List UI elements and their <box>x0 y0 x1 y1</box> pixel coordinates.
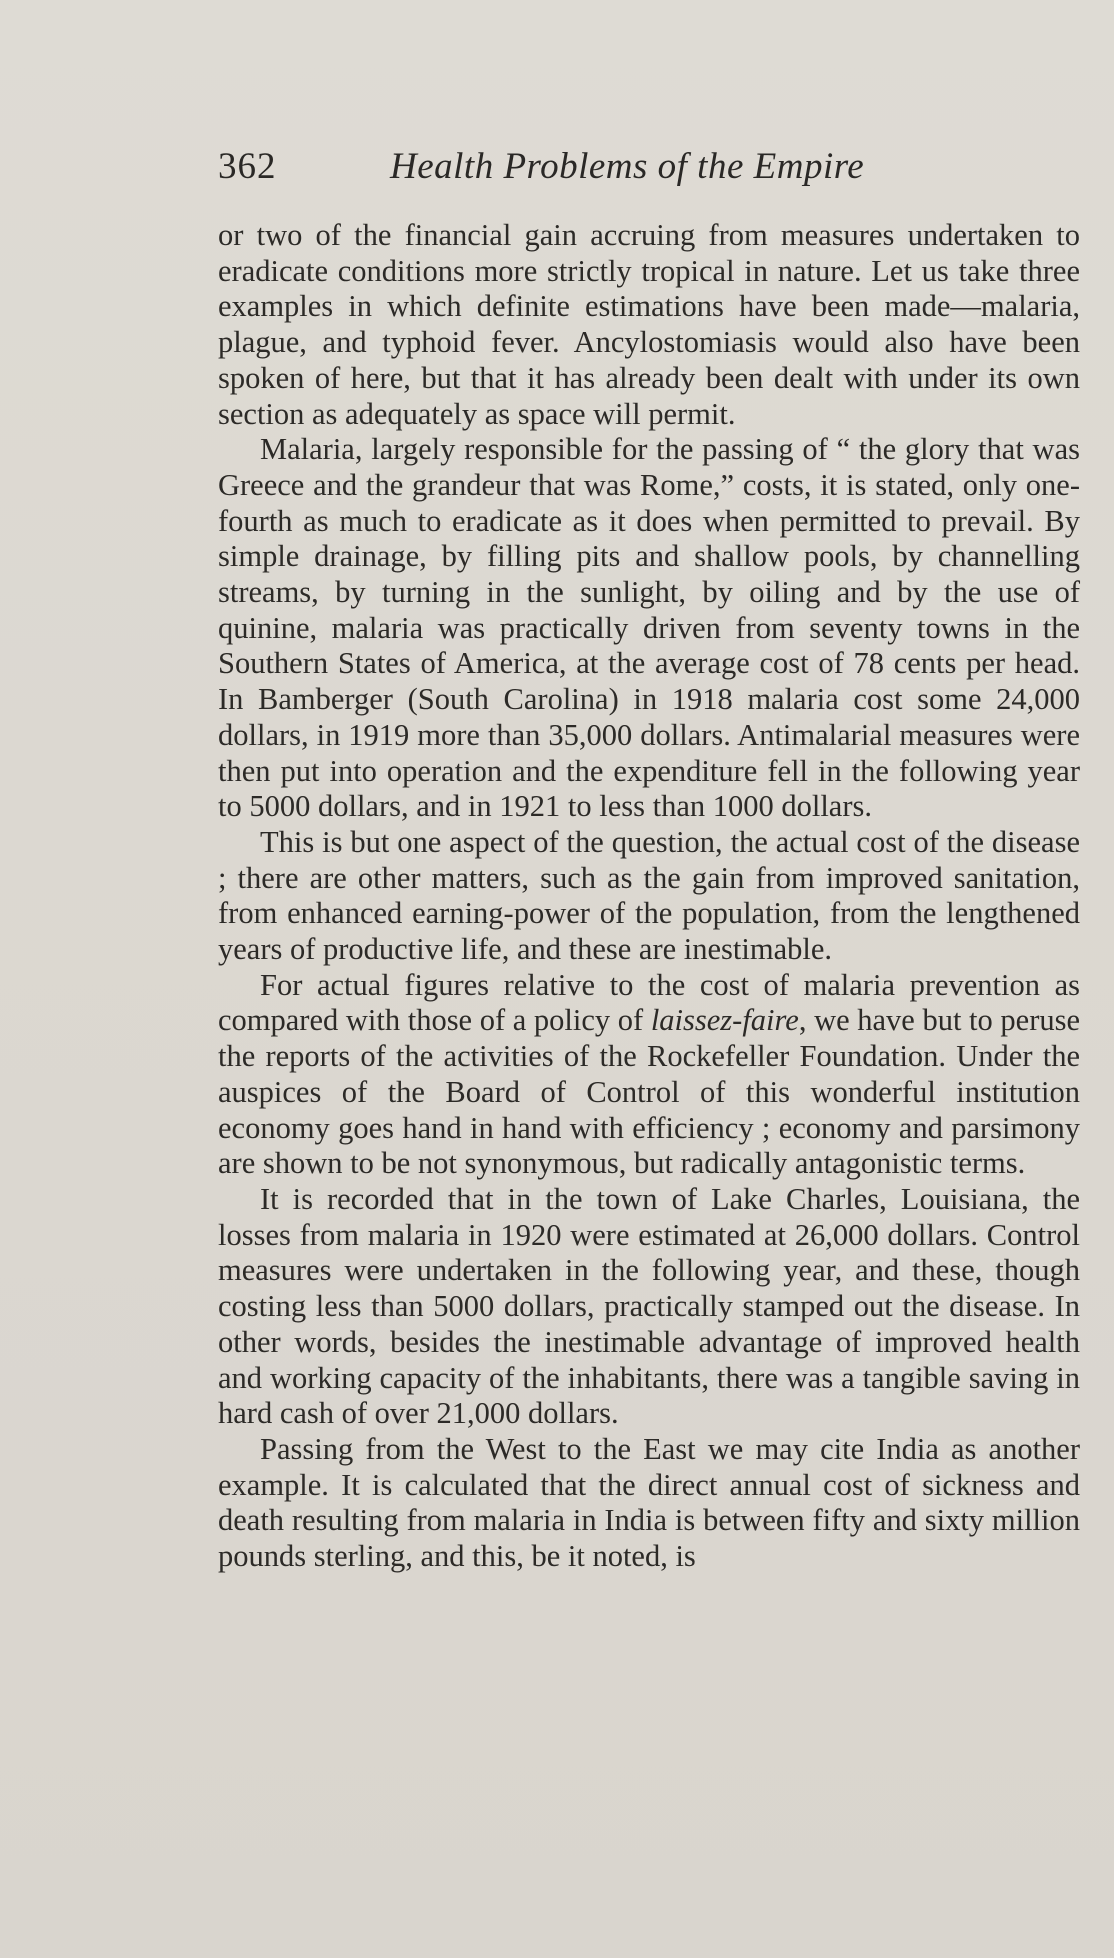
page-number: 362 <box>218 146 277 187</box>
paragraph-rockefeller-foundation <box>218 968 1080 1182</box>
paragraph-aspect-of-question: This is but one aspect of the question, the actual cost of the disease ; there are other matters, such as the gain from improved sanitation, from enhanced earning-power of the population, from the lengthened years of productive life, and these are inestimable. <box>218 824 1080 967</box>
body-text <box>218 218 1080 1575</box>
italic-term: laissez-faire <box>650 1003 799 1038</box>
paragraph-india: Passing from the West to the East we may cite India as another example. It is calculated that the direct annual cost of sickness and death resulting from malaria in India is between fifty and sixty million pounds sterling, and this, be it noted, is <box>218 1431 1080 1574</box>
paragraph-text-after: , we have but to peruse the reports of the activities of the Rockefeller Foundation. Under the auspices of the Board of Control of this wonderful institution economy goes hand in hand with efficiency ; economy and parsimony are shown to be not synonymous, but radically antagonistic terms. <box>218 1003 1081 1181</box>
running-title: Health Problems of the Empire <box>390 146 865 187</box>
paragraph-malaria-cost: Malaria, largely responsible for the passing of “ the glory that was Greece and the grandeur that was Rome,” costs, it is stated, only one-fourth as much to eradicate as it does when permitted to prevail. By simple drainage, by filling pits and shallow pools, by channelling streams, by turning in the sunlight, by oiling and by the use of quinine, malaria was practically driven from seventy towns in the Southern States of America, at the average cost of 78 cents per head. In Bamberger (South Carolina) in 1918 malaria cost some 24,000 dollars, in 1919 more than 35,000 dollars. Antimalarial measures were then put into operation and the expenditure fell in the following year to 5000 dollars, and in 1921 to less than 1000 dollars. <box>218 432 1080 824</box>
paragraph-lake-charles: It is recorded that in the town of Lake Charles, Louisiana, the losses from malaria in 1920 were estimated at 26,000 dollars. Control measures were undertaken in the following year, and these, though costing less than 5000 dollars, practically stamped out the disease. In other words, besides the inestimable advantage of improved health and working capacity of the inhabitants, there was a tangible saving in hard cash of over 21,000 dollars. <box>218 1181 1080 1431</box>
paragraph-text-before: For actual figures relative to the cost of malaria prevention as compared with those of a policy of <box>218 967 1080 1038</box>
paragraph-continuation: or two of the financial gain accruing from measures undertaken to eradicate conditions more strictly tropical in nature. Let us take three examples in which definite estimations have been made—malaria, plague, and typhoid fever. Ancylostomiasis would also have been spoken of here, but that it has already been dealt with under its own section as adequately as space will permit. <box>218 218 1080 431</box>
running-head <box>218 143 1078 193</box>
